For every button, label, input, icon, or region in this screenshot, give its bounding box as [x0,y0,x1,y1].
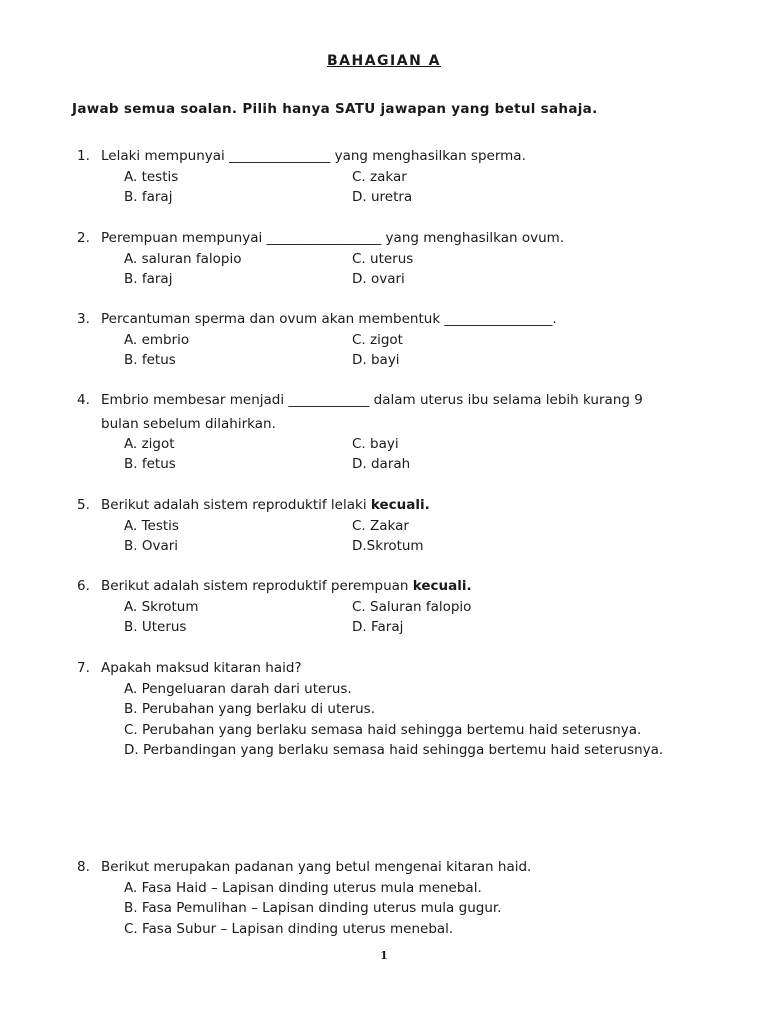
option-b: B. fetus [124,352,176,368]
option-c: C. bayi [352,435,399,452]
question-text-continued: bulan sebelum dilahirkan. [101,415,276,432]
option-a: A. Pengeluaran darah dari uterus. [124,680,352,697]
option-b: B. faraj [124,189,173,205]
question-1 [0,146,768,208]
question-text [101,576,472,597]
question-number: 6. [77,578,90,594]
section-title: BAHAGIAN A [326,53,442,69]
question-text: Apakah maksud kitaran haid? [101,660,302,676]
question-8 [0,857,768,939]
question-2 [0,228,768,290]
question-number: 2. [77,230,90,246]
option-d: D. darah [352,456,411,472]
question-5 [0,495,768,557]
question-text [101,495,430,516]
option-d: D. bayi [352,352,400,368]
option-b: B. Ovari [124,538,179,554]
page-number: 1 [380,949,388,962]
question-number: 3. [77,311,90,327]
question-text-emphasis: kecuali. [412,578,472,594]
option-c: C. zakar [352,168,407,185]
instruction-text: Jawab semua soalan. Pilih hanya SATU jawapan yang betul sahaja. [72,101,598,117]
option-c: C. Zakar [352,517,409,534]
option-b: B. Perubahan yang berlaku di uterus. [124,701,376,717]
question-6 [0,576,768,638]
option-c: C. uterus [352,250,414,267]
option-a: A. testis [124,168,179,185]
question-text-plain: Berikut adalah sistem reproduktif perempuan [101,578,413,594]
question-text-plain: Berikut adalah sistem reproduktif lelaki [101,497,371,513]
option-c: C. Perubahan yang berlaku semasa haid sehingga bertemu haid seterusnya. [124,721,642,738]
option-d: D. Faraj [352,619,404,635]
option-d: D. Perbandingan yang berlaku semasa haid sehingga bertemu haid seterusnya. [124,742,664,758]
option-b: B. Fasa Pemulihan – Lapisan dinding uterus mula gugur. [124,900,502,916]
question-3 [0,309,768,371]
question-4 [0,390,768,475]
option-c: C. zigot [352,331,403,348]
question-text: Lelaki mempunyai _______________ yang menghasilkan sperma. [101,148,526,164]
question-text: Berikut merupakan padanan yang betul mengenai kitaran haid. [101,859,532,875]
question-number: 4. [77,392,90,408]
question-number: 1. [77,148,90,164]
question-number: 5. [77,497,90,513]
option-d: D. uretra [352,189,413,205]
option-b: B. Uterus [124,619,187,635]
option-a: A. Testis [124,517,179,534]
option-a: A. Skrotum [124,598,199,615]
option-c: C. Saluran falopio [352,598,472,615]
question-text: Embrio membesar menjadi ____________ dalam uterus ibu selama lebih kurang 9 [101,392,643,408]
option-a: A. saluran falopio [124,250,242,267]
option-a: A. zigot [124,435,175,452]
option-c: C. Fasa Subur – Lapisan dinding uterus menebal. [124,920,454,937]
question-text: Perempuan mempunyai _________________ yang menghasilkan ovum. [101,230,565,246]
option-d: D.Skrotum [352,538,424,554]
question-number: 8. [77,859,90,875]
option-a: A. embrio [124,331,190,348]
option-d: D. ovari [352,271,405,287]
question-text-emphasis: kecuali. [370,497,430,513]
question-7 [0,658,768,761]
option-a: A. Fasa Haid – Lapisan dinding uterus mula menebal. [124,879,482,896]
question-text: Percantuman sperma dan ovum akan membentuk ________________. [101,311,557,327]
option-b: B. fetus [124,456,176,472]
option-b: B. faraj [124,271,173,287]
question-number: 7. [77,660,90,676]
